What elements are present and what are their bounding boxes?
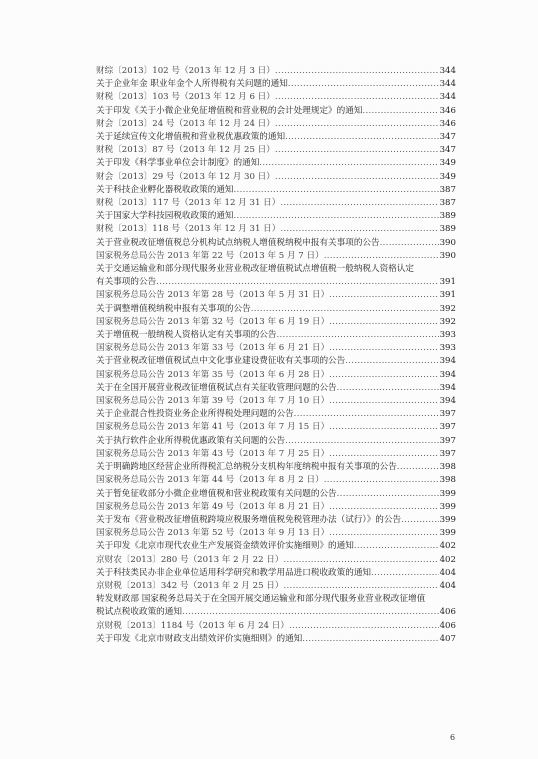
toc-page-number: 390 bbox=[439, 250, 456, 261]
toc-page-number: 392 bbox=[439, 303, 456, 314]
dot-leader bbox=[283, 554, 438, 567]
dot-leader bbox=[283, 580, 438, 593]
toc-page-number: 387 bbox=[439, 184, 456, 195]
toc-document-number[interactable] bbox=[96, 421, 456, 434]
toc-entry-title: 国家税务总局公告 2013 年第 32 号（2013 年 6 月 19 日） bbox=[96, 316, 330, 327]
toc-document-number[interactable] bbox=[96, 342, 456, 355]
toc-page-number: 399 bbox=[439, 501, 456, 512]
toc-entry[interactable] bbox=[96, 184, 456, 197]
dot-leader bbox=[329, 316, 438, 329]
toc-document-number[interactable] bbox=[96, 289, 456, 302]
toc-entry-title: 国家税务总局公告 2013 年第 43 号（2013 年 7 月 25 日） bbox=[96, 448, 330, 459]
toc-entry[interactable] bbox=[96, 461, 456, 474]
toc-entry-title: 京财税〔2013〕1184 号（2013 年 6 月 24 日） bbox=[96, 620, 289, 631]
toc-page-number: 387 bbox=[439, 198, 456, 209]
dot-leader bbox=[280, 197, 438, 210]
toc-page-number: 390 bbox=[439, 237, 456, 248]
toc-entry-title: 税试点税收政策的通知 bbox=[96, 607, 182, 618]
toc-entry-title: 关于营业税改征增值税总分机构试点纳税人增值税纳税申报有关事项的公告 bbox=[96, 237, 380, 248]
toc-page-number: 402 bbox=[439, 554, 456, 565]
toc-entry-title: 关于科技类民办非企业单位适用科学研究和教学用品进口税收政策的通知 bbox=[96, 567, 372, 578]
toc-page-number: 346 bbox=[439, 105, 456, 116]
toc-document-number[interactable] bbox=[96, 501, 456, 514]
toc-entry-line bbox=[96, 501, 456, 514]
toc-page-number: 406 bbox=[439, 607, 456, 618]
toc-entry-title: 财税〔2013〕103 号（2013 年 12 月 6 日） bbox=[96, 92, 275, 103]
toc-entry-line bbox=[96, 580, 456, 593]
toc-entry[interactable] bbox=[96, 633, 456, 646]
dot-leader bbox=[234, 210, 439, 223]
toc-document-number[interactable] bbox=[96, 144, 456, 157]
toc-page-number: 397 bbox=[439, 435, 456, 446]
dot-leader bbox=[329, 369, 438, 382]
toc-entry-title: 关于企业年金 职业年金个人所得税有关问题的通知 bbox=[96, 79, 288, 90]
toc-entry-title: 关于发布《营业税改征增值税跨境应税服务增值税免税管理办法（试行）》的公告 bbox=[96, 514, 402, 525]
toc-entry-line bbox=[96, 355, 456, 368]
toc-entry-line bbox=[96, 289, 456, 302]
toc-entry-line bbox=[96, 342, 456, 355]
toc-page-number: 391 bbox=[439, 277, 456, 288]
toc-entry-line bbox=[96, 171, 456, 184]
dot-leader bbox=[251, 303, 439, 316]
toc-page-number: 391 bbox=[439, 290, 456, 301]
toc-page-number: 398 bbox=[439, 475, 456, 486]
dot-leader bbox=[354, 540, 439, 553]
toc-entry-title: 财税〔2013〕117 号（2013 年 12 月 31 日） bbox=[96, 198, 281, 209]
toc-entry-line bbox=[96, 250, 456, 263]
toc-entry-title: 关于印发《北京市现代农业生产发展资金绩效评价实施细则》的通知 bbox=[96, 541, 354, 552]
page-number: 6 bbox=[450, 733, 456, 742]
toc-page-number: 399 bbox=[439, 514, 456, 525]
dot-leader bbox=[337, 488, 439, 501]
toc-entry-line bbox=[96, 633, 456, 646]
toc-page-number: 394 bbox=[439, 382, 456, 393]
toc-document-number[interactable] bbox=[96, 620, 456, 633]
toc-entry[interactable] bbox=[96, 157, 456, 170]
toc-entry-title: 国家税务总局公告 2013 年第 39 号（2013 年 7 月 10 日） bbox=[96, 396, 330, 407]
toc-entry-title: 国家税务总局公告 2013 年第 28 号（2013 年 5 月 31 日） bbox=[96, 290, 330, 301]
toc-entry-title: 关于调整增值税纳税申报有关事项的公告 bbox=[96, 303, 251, 314]
toc-entry-title: 关于印发《关于小微企业免征增值税和营业税的会计处理规定》的通知 bbox=[96, 105, 363, 116]
toc-entry-line bbox=[96, 461, 456, 474]
dot-leader bbox=[324, 474, 439, 487]
toc-entry-title: 财综〔2013〕102 号（2013 年 12 月 3 日） bbox=[96, 66, 275, 76]
toc-entry-title-line1: 关于交通运输业和部分现代服务业营业税改征增值税试点增值税一般纳税人资格认定 bbox=[96, 264, 414, 275]
toc-entry-title: 财会〔2013〕24 号（2013 年 12 月 24 日） bbox=[96, 118, 275, 129]
toc-entry-title: 关于印发《科学事业单位会计制度》的通知 bbox=[96, 158, 260, 169]
toc-page-number: 397 bbox=[439, 422, 456, 433]
toc-page-number: 407 bbox=[439, 633, 456, 644]
dot-leader bbox=[182, 606, 439, 619]
toc-page-number: 399 bbox=[439, 488, 456, 499]
toc-entry-title: 关于暂免征收部分小微企业增值税和营业税政策有关问题的公告 bbox=[96, 488, 337, 499]
toc-entry-line bbox=[96, 237, 456, 250]
toc-page-number: 406 bbox=[439, 620, 456, 631]
toc-page-number: 402 bbox=[439, 541, 456, 552]
toc-entry[interactable] bbox=[96, 488, 456, 501]
toc-entry-line bbox=[96, 408, 456, 421]
toc-document-number[interactable] bbox=[96, 197, 456, 210]
toc-entry-line bbox=[96, 395, 456, 408]
toc-page-number: 398 bbox=[439, 462, 456, 473]
toc-entry[interactable] bbox=[96, 435, 456, 448]
toc-document-number[interactable] bbox=[96, 91, 456, 104]
toc-page-number: 397 bbox=[439, 448, 456, 459]
dot-leader bbox=[156, 276, 438, 289]
toc-document-number[interactable] bbox=[96, 527, 456, 540]
toc-entry-line bbox=[96, 184, 456, 197]
toc-entry-title: 关于印发《北京市财政支出绩效评价实施细则》的通知 bbox=[96, 633, 303, 644]
toc-entry-line bbox=[96, 78, 456, 91]
dot-leader bbox=[401, 514, 439, 527]
toc-document-number[interactable] bbox=[96, 316, 456, 329]
toc-entry-line bbox=[96, 105, 456, 118]
dot-leader bbox=[275, 118, 439, 131]
dot-leader bbox=[285, 131, 439, 144]
toc-entry-title: 有关事项的公告 bbox=[96, 277, 157, 288]
toc-entry-line bbox=[96, 276, 456, 289]
toc-page-number: 393 bbox=[439, 330, 456, 341]
toc-page-number: 349 bbox=[439, 158, 456, 169]
toc-entry-title: 财税〔2013〕118 号（2013 年 12 月 31 日） bbox=[96, 224, 281, 235]
toc-entry-line bbox=[96, 144, 456, 157]
toc-page-number: 394 bbox=[439, 369, 456, 380]
toc-page-number: 347 bbox=[439, 145, 456, 156]
toc-document-number[interactable] bbox=[96, 395, 456, 408]
toc-entry[interactable] bbox=[96, 105, 456, 118]
toc-entry-line bbox=[96, 118, 456, 131]
toc-document-number[interactable] bbox=[96, 448, 456, 461]
toc-entry-line bbox=[96, 606, 456, 619]
toc-entry-title: 财会〔2013〕29 号（2013 年 12 月 30 日） bbox=[96, 171, 275, 182]
toc-entry-line bbox=[96, 620, 456, 633]
toc-document-number[interactable] bbox=[96, 580, 456, 593]
toc-entry-line bbox=[96, 131, 456, 144]
dot-leader bbox=[380, 237, 439, 250]
dot-leader bbox=[329, 501, 438, 514]
toc-entry-line bbox=[96, 554, 456, 567]
toc-entry-title: 关于国家大学科技园税收政策的通知 bbox=[96, 211, 234, 222]
toc-page-number: 392 bbox=[439, 316, 456, 327]
dot-leader bbox=[337, 382, 439, 395]
toc-document-number[interactable] bbox=[96, 369, 456, 382]
toc-entry[interactable] bbox=[96, 382, 456, 395]
toc-entry[interactable] bbox=[96, 540, 456, 553]
toc-page-number: 404 bbox=[439, 580, 456, 591]
toc-document-number[interactable] bbox=[96, 474, 456, 487]
toc-page-number: 344 bbox=[439, 66, 456, 76]
toc-entry-line bbox=[96, 382, 456, 395]
toc-entry-title: 京财农〔2013〕280 号（2013 年 2 月 22 日） bbox=[96, 554, 284, 565]
toc-entry-line bbox=[96, 369, 456, 382]
toc-entry-title: 财税〔2013〕87 号（2013 年 12 月 25 日） bbox=[96, 145, 275, 156]
toc-entry-title: 国家税务总局公告 2013 年第 49 号（2013 年 8 月 21 日） bbox=[96, 501, 330, 512]
toc-entry[interactable] bbox=[96, 263, 456, 289]
toc-page-number: 394 bbox=[439, 396, 456, 407]
toc-entry-line bbox=[96, 540, 456, 553]
toc-entry-title: 国家税务总局公告 2013 年第 44 号（2013 年 8 月 2 日） bbox=[96, 475, 324, 486]
toc-entry[interactable] bbox=[96, 237, 456, 250]
dot-leader bbox=[280, 223, 438, 236]
dot-leader bbox=[329, 342, 438, 355]
toc-entry[interactable] bbox=[96, 210, 456, 223]
toc-entry-line bbox=[96, 303, 456, 316]
toc-entry-title: 关于执行软件企业所得税优惠政策有关问题的公告 bbox=[96, 435, 286, 446]
toc-entry-line bbox=[96, 223, 456, 236]
dot-leader bbox=[289, 620, 439, 633]
dot-leader bbox=[329, 421, 438, 434]
toc-page-number: 346 bbox=[439, 118, 456, 129]
dot-leader bbox=[371, 567, 439, 580]
toc-entry[interactable] bbox=[96, 567, 456, 580]
toc-page-number: 397 bbox=[439, 409, 456, 420]
toc-document-number[interactable] bbox=[96, 250, 456, 263]
toc-entry-title: 关于增值税一般纳税人资格认定有关事项的公告 bbox=[96, 330, 277, 341]
toc-entry-line bbox=[96, 210, 456, 223]
dot-leader bbox=[275, 144, 439, 157]
toc-entry-title: 关于科技企业孵化器税收政策的通知 bbox=[96, 184, 234, 195]
toc-entry-line bbox=[96, 435, 456, 448]
toc-entry[interactable] bbox=[96, 329, 456, 342]
toc-document-number[interactable] bbox=[96, 554, 456, 567]
toc-entry-title: 关于明确跨地区经营企业所得税汇总纳税分支机构年度纳税申报有关事项的公告 bbox=[96, 462, 397, 473]
toc-page-number: 399 bbox=[439, 528, 456, 539]
dot-leader bbox=[285, 435, 439, 448]
toc-entry-line bbox=[96, 91, 456, 104]
toc-entry[interactable] bbox=[96, 131, 456, 144]
toc-document-number[interactable] bbox=[96, 65, 456, 78]
toc-document-number[interactable] bbox=[96, 171, 456, 184]
toc-entry-title: 国家税务总局公告 2013 年第 52 号（2013 年 9 月 13 日） bbox=[96, 528, 330, 539]
table-of-contents bbox=[96, 65, 456, 646]
toc-entry-title-line1: 转发财政部 国家税务总局关于在全国开展交通运输业和部分现代服务业营业税改征增值 bbox=[96, 594, 426, 605]
toc-entry[interactable] bbox=[96, 593, 456, 619]
dot-leader bbox=[345, 355, 438, 368]
toc-entry-line bbox=[96, 197, 456, 210]
dot-leader bbox=[234, 184, 439, 197]
toc-entry-line bbox=[96, 474, 456, 487]
dot-leader bbox=[397, 461, 439, 474]
toc-entry-line bbox=[96, 316, 456, 329]
toc-page-number: 389 bbox=[439, 211, 456, 222]
toc-entry-title: 国家税务总局公告 2013 年第 41 号（2013 年 7 月 15 日） bbox=[96, 422, 330, 433]
toc-page-number: 344 bbox=[439, 92, 456, 103]
toc-entry-title: 关于企业混合性投资业务企业所得税处理问题的公告 bbox=[96, 409, 294, 420]
toc-page-number: 347 bbox=[439, 132, 456, 143]
toc-entry[interactable] bbox=[96, 514, 456, 527]
dot-leader bbox=[275, 171, 439, 184]
toc-entry[interactable] bbox=[96, 408, 456, 421]
dot-leader bbox=[329, 289, 438, 302]
toc-entry-title: 关于在全国开展营业税改征增值税试点有关征收管理问题的公告 bbox=[96, 382, 337, 393]
toc-entry[interactable] bbox=[96, 78, 456, 91]
toc-entry-line bbox=[96, 448, 456, 461]
toc-entry-line bbox=[96, 514, 456, 527]
toc-entry-title: 京财税〔2013〕342 号（2013 年 2 月 25 日） bbox=[96, 580, 284, 591]
toc-entry-line bbox=[96, 567, 456, 580]
toc-entry-line bbox=[96, 65, 456, 78]
dot-leader bbox=[362, 105, 438, 118]
toc-entry-title: 国家税务总局公告 2013 年第 33 号（2013 年 6 月 21 日） bbox=[96, 343, 330, 354]
dot-leader bbox=[329, 395, 438, 408]
dot-leader bbox=[324, 250, 439, 263]
toc-document-number[interactable] bbox=[96, 118, 456, 131]
dot-leader bbox=[276, 329, 438, 342]
toc-page-number: 404 bbox=[439, 567, 456, 578]
toc-page-number: 349 bbox=[439, 171, 456, 182]
toc-entry-line bbox=[96, 329, 456, 342]
dot-leader bbox=[259, 157, 438, 170]
toc-entry-line bbox=[96, 421, 456, 434]
toc-entry-title: 关于延续宣传文化增值税和营业税优惠政策的通知 bbox=[96, 132, 286, 143]
toc-entry-title: 关于营业税改征增值税试点中文化事业建设费征收有关事项的公告 bbox=[96, 356, 346, 367]
dot-leader bbox=[302, 633, 438, 646]
dot-leader bbox=[275, 91, 439, 104]
dot-leader bbox=[329, 527, 438, 540]
toc-page-number: 394 bbox=[439, 356, 456, 367]
toc-entry-line bbox=[96, 527, 456, 540]
toc-entry-line bbox=[96, 157, 456, 170]
toc-entry[interactable] bbox=[96, 303, 456, 316]
toc-entry-line bbox=[96, 488, 456, 501]
toc-page-number: 389 bbox=[439, 224, 456, 235]
toc-document-number[interactable] bbox=[96, 223, 456, 236]
dot-leader bbox=[275, 65, 439, 78]
dot-leader bbox=[288, 78, 439, 91]
toc-page-number: 344 bbox=[439, 79, 456, 90]
toc-entry-title: 国家税务总局公告 2013 年第 22 号（2013 年 5 月 7 日） bbox=[96, 250, 324, 261]
toc-entry[interactable] bbox=[96, 355, 456, 368]
toc-page-number: 393 bbox=[439, 343, 456, 354]
dot-leader bbox=[329, 448, 438, 461]
toc-entry-title: 国家税务总局公告 2013 年第 35 号（2013 年 6 月 28 日） bbox=[96, 369, 330, 380]
dot-leader bbox=[294, 408, 439, 421]
